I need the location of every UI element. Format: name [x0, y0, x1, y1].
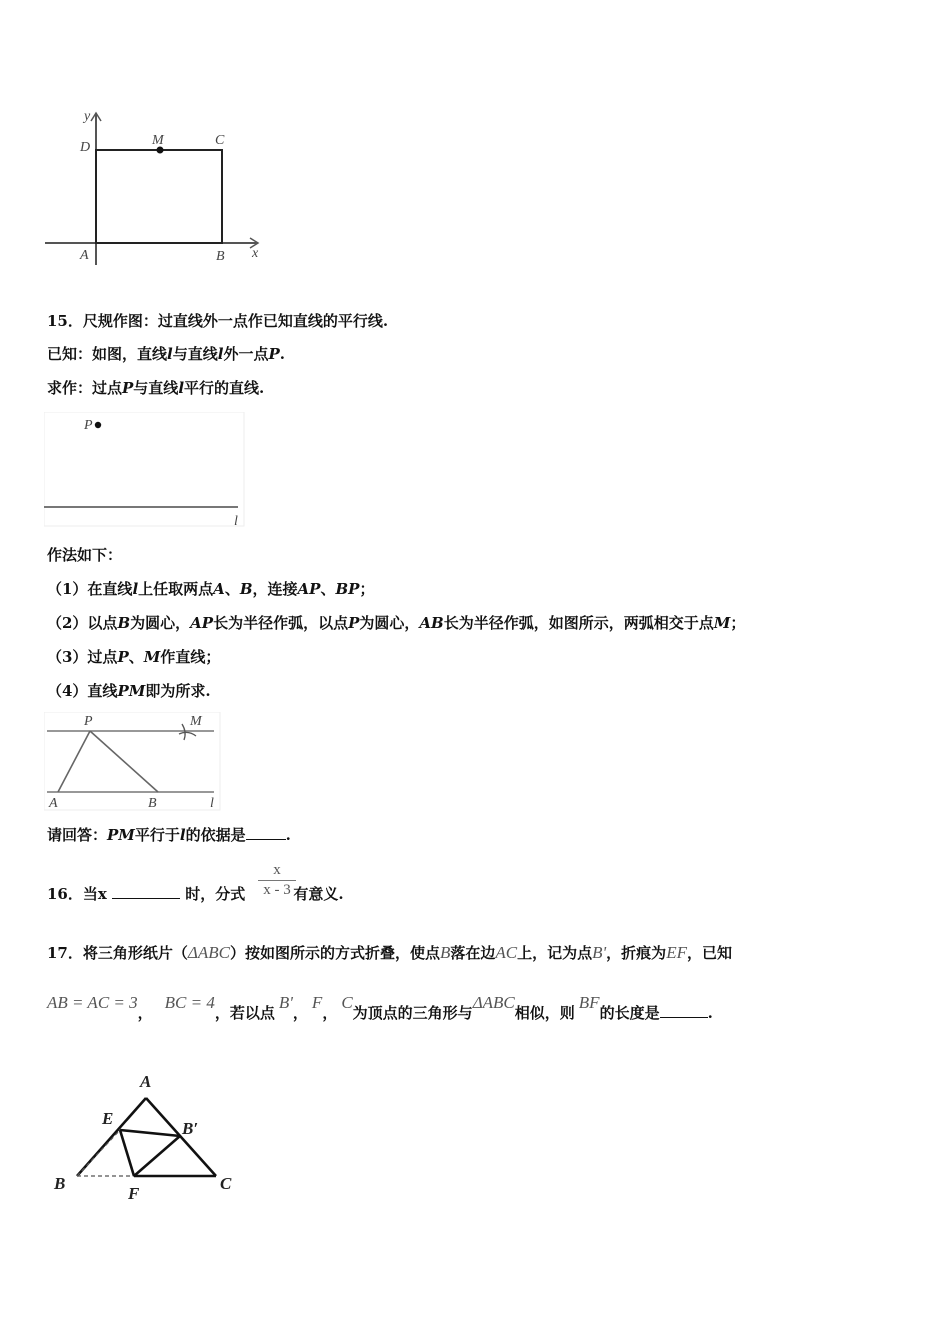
segment-fb-prime	[134, 1136, 180, 1176]
q16-text: 16．当x 时，分式 有意义.	[47, 885, 344, 903]
point-and-line-figure	[44, 412, 249, 530]
segment-ap	[58, 731, 90, 792]
figure-frame	[44, 412, 244, 526]
label-l: l	[234, 514, 238, 529]
step-3: （3）过点P、M作直线；	[47, 648, 221, 666]
rectangle-abcd	[96, 150, 222, 243]
construction-figure	[44, 712, 224, 812]
arc-2	[179, 732, 196, 736]
step-1: （1）在直线l上任取两点A、B，连接AP、BP；	[47, 580, 375, 598]
side-ac	[146, 1098, 216, 1176]
label-b: B	[54, 1174, 66, 1193]
label-p: P	[84, 714, 93, 729]
fraction-denominator: x - 3	[263, 882, 291, 898]
q17-line2: AB = AC = 3，BC = 4，若以点B'，F，C为顶点的三角形与ΔABC相似，则BF的长度是 .	[47, 993, 713, 1022]
segment-bp	[90, 731, 158, 792]
segment-eb-prime	[120, 1130, 180, 1136]
step-2: （2）以点B为圆心，AP长为半径作弧，以点P为圆心，AB长为半径作弧，如图所示，两弧相交于点M；	[47, 614, 746, 632]
label-p: P	[84, 418, 93, 433]
label-a: A	[49, 796, 58, 811]
label-l: l	[210, 796, 214, 811]
label-m: M	[152, 133, 164, 148]
answer-blank[interactable]	[660, 1003, 708, 1018]
fraction	[256, 862, 298, 899]
fold-ef	[120, 1130, 134, 1176]
label-d: D	[80, 140, 91, 155]
q15-title: 15．尺规作图：过直线外一点作已知直线的平行线.	[47, 312, 389, 330]
q15-known: 已知：如图，直线l与直线l外一点P.	[47, 345, 285, 363]
step-4: （4）直线PM即为所求.	[47, 682, 211, 700]
dashed-be	[77, 1130, 120, 1176]
label-c: C	[220, 1174, 232, 1193]
folded-triangle-figure	[44, 1066, 254, 1206]
fraction-numerator: x	[273, 862, 281, 878]
label-y: y	[84, 109, 91, 124]
label-c: C	[215, 133, 225, 148]
method-title: 作法如下：	[47, 546, 123, 564]
label-b: B	[148, 796, 157, 811]
label-f: F	[128, 1184, 140, 1203]
label-b: B	[216, 249, 225, 264]
q15-ask: 求作：过点P与直线l平行的直线.	[47, 379, 265, 397]
q15-answer: 请回答：PM平行于l的依据是 .	[47, 826, 291, 844]
rectangle-coordinate-figure	[40, 105, 270, 270]
answer-blank[interactable]	[246, 825, 286, 840]
label-a: A	[80, 248, 89, 263]
label-m: M	[190, 714, 202, 729]
label-a: A	[140, 1072, 152, 1091]
answer-blank[interactable]	[112, 884, 180, 899]
label-e: E	[102, 1109, 114, 1128]
label-x: x	[252, 246, 259, 261]
q17-line1: 17．将三角形纸片（ΔABC）按如图所示的方式折叠，使点B落在边AC上，记为点B'，折痕为EF，已知	[47, 943, 732, 962]
label-b-prime: B′	[182, 1119, 199, 1138]
fraction-bar	[258, 880, 296, 881]
point-p	[95, 422, 101, 428]
